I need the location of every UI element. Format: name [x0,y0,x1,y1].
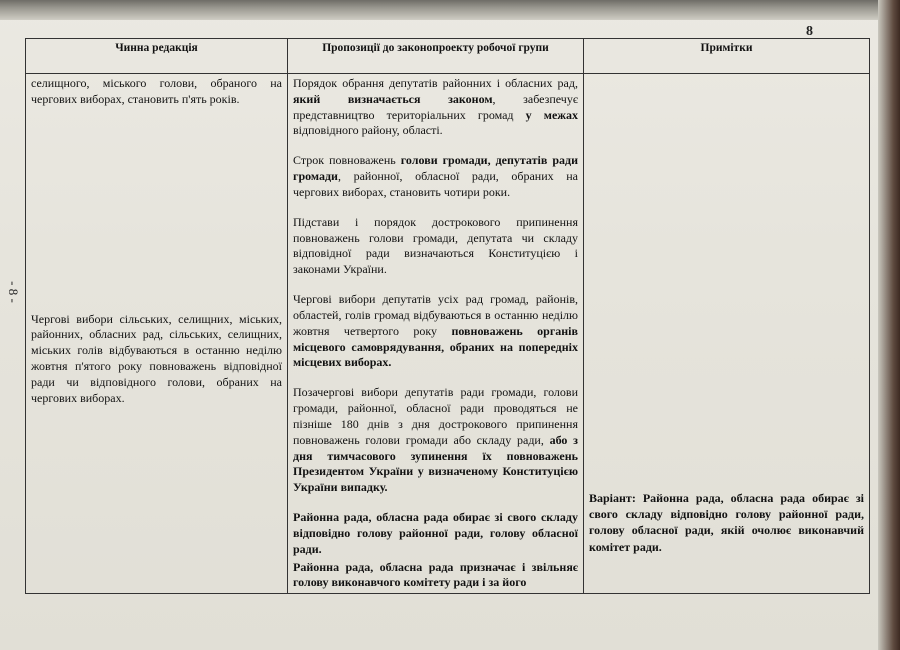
proposal-1-text-a: Порядок обрання депутатів районних і обласних рад, [293,76,578,90]
proposal-5-text-a: Позачергові вибори депутатів ради громади, голови громади, районної, обласної ради проводяться не пізніше 180 днів з дня дострокового припинення повноважень голови громади або складу ради, [293,385,578,447]
cell-proposals [288,74,584,594]
proposal-1-text-e: відповідного району, області. [293,123,443,138]
current-paragraph-1: селищного, міського голови, обраного на чергових виборах, становить п'ять років. [31,76,282,106]
header-notes: Примітки [584,39,870,74]
side-page-mark: - 8 - [5,281,21,303]
proposal-2-text-c: , районної, обласної ради, обраних на чергових виборах, становить чотири роки. [293,169,578,199]
proposal-1-text-b: який визначається законом [293,91,493,106]
cell-notes [584,74,870,594]
comparison-table [25,38,870,594]
proposal-4-text-b: повноважень органів місцевого самоврядування, обраних на попередніх місцевих виборах. [293,323,578,370]
header-current: Чинна редакція [26,39,288,74]
cell-current [26,74,288,594]
proposal-paragraph-5 [293,385,578,496]
header-proposals: Пропозиції до законопроекту робочої групи [288,39,584,74]
table-row [26,74,870,594]
table-header-row [26,39,870,74]
proposal-2-text-a: Строк повноважень [293,153,401,168]
page-binding-edge [0,0,900,20]
proposal-paragraph-4 [293,292,578,371]
proposal-1-text-c: , забезпечує представництво територіальних громад [293,91,578,122]
page-number: 8 [806,24,813,39]
proposal-paragraph-1 [293,76,578,139]
notes-variant: Варіант: Районна рада, обласна рада обирає зі свого складу відповідно голову районної ради, голову обласної ради, якій очолює виконавчий комітет ради. [589,491,864,554]
proposal-paragraph-7: Районна рада, обласна рада призначає і звільняє голову виконавчого комітету ради і за його [293,559,578,590]
proposal-paragraph-2 [293,153,578,200]
proposal-4-text-a: Чергові вибори депутатів усіх рад громад, районів, областей, голів громад відбуваються в останню неділю жовтня четвертого року [293,292,578,338]
proposal-1-text-d: у межах [525,107,578,122]
proposal-paragraph-6: Районна рада, обласна рада обирає зі свого складу відповідно голову районної ради, голову обласної ради. [293,510,578,556]
proposal-5-text-b: або з дня тимчасового зупинення їх повноважень Президентом України у визначеному Конституцією України випадку. [293,432,578,495]
proposal-paragraph-3: Підстави і порядок дострокового припинення повноважень голови громади, депутата чи складу відповідної ради визначаються Конституцією і законами України. [293,214,578,277]
current-paragraph-2: Чергові вибори сільських, селищних, міських, районних, обласних рад, сільських, селищних, міських голів відбуваються в останню неділю жовтня п'ятого року повноважень відповідної ради чи відповідного голови, обраних на чергових виборах. [31,311,282,405]
page-right-edge [878,0,900,650]
proposal-2-text-b: голови громади, депутатів ради громади [293,153,578,184]
